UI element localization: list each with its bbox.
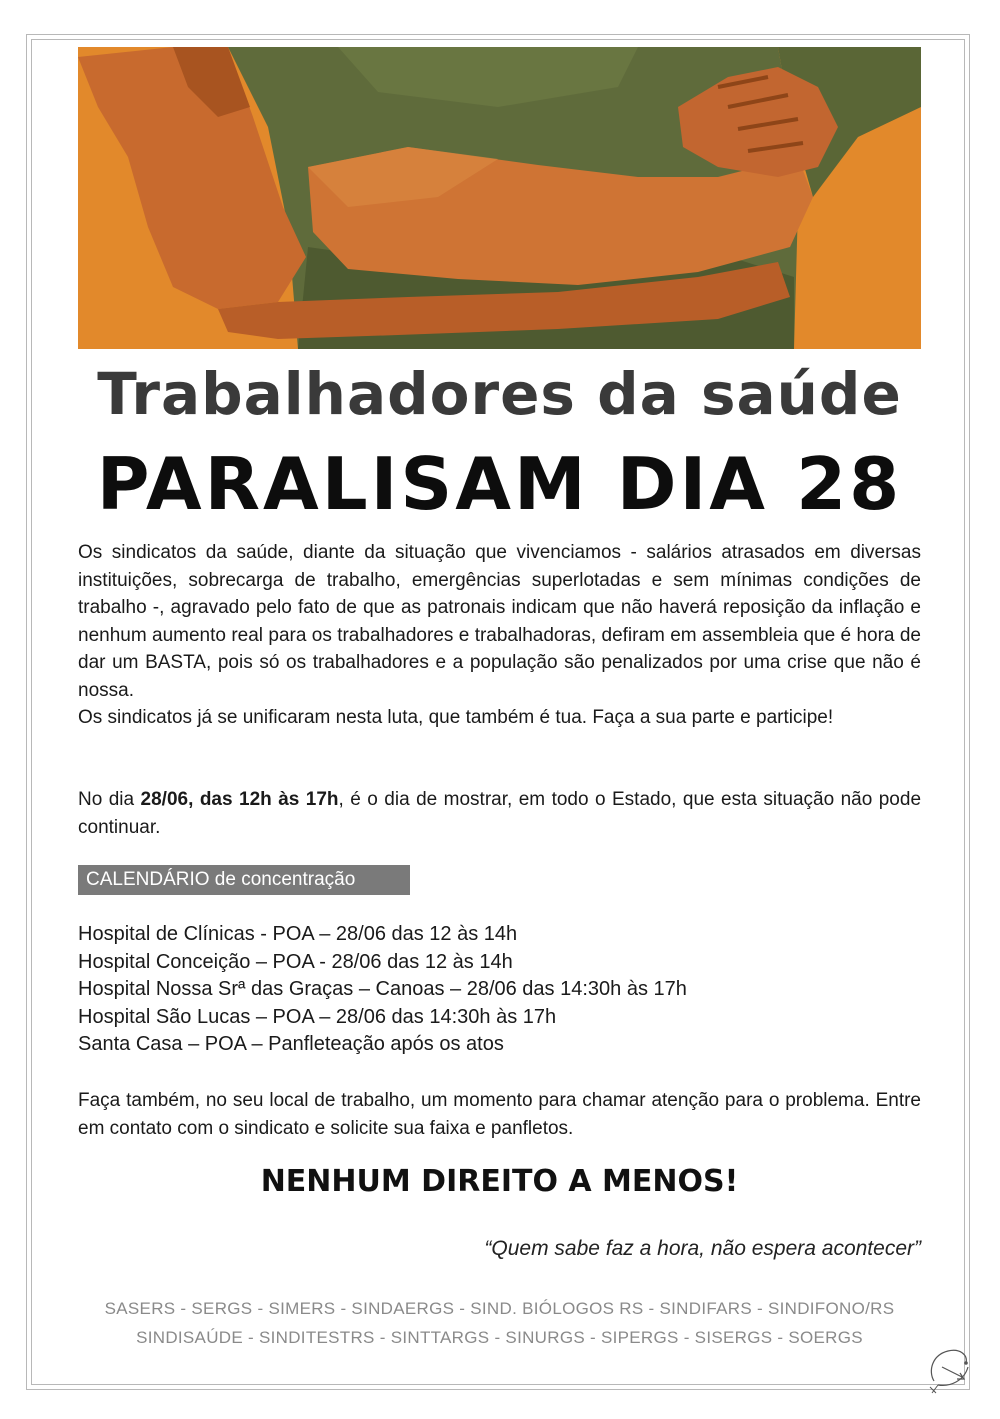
calendar-item: Hospital São Lucas – POA – 28/06 das 14:30h às 17h [78, 1005, 557, 1028]
corner-ornament-icon [920, 1337, 976, 1395]
strike-paragraph [78, 786, 921, 841]
intro-text [78, 539, 921, 732]
calendar-heading: CALENDÁRIO de concentração [78, 865, 410, 895]
strike-suffix: , é o dia de mostrar, em todo o Estado, que esta situação não pode continuar. [78, 789, 922, 838]
crossed-arms-photo [78, 47, 921, 349]
intro-paragraph-1: Os sindicatos da saúde, diante da situação que vivenciamos - salários atrasados em diversas instituições, sobrecarga de trabalho, emergências superlotadas e sem mínimas condições de trabalho -, agravado pelo fato de que as patronais indicam que não haverá reposição da inflação e nenhum aumento real para os trabalhadores e trabalhadoras, defiram em assembleia que é hora de dar um BASTA, pois só os trabalhadores e a população são penalizados por uma crise que não é nossa. [78, 542, 921, 701]
calendar-item: Hospital Conceição – POA - 28/06 das 12 às 14h [78, 950, 513, 973]
strike-comma: , [188, 789, 200, 810]
calendar-item: Hospital de Clínicas - POA – 28/06 das 12 às 14h [78, 923, 518, 945]
slogan-heading: NENHUM DIREITO A MENOS! [260, 1164, 739, 1199]
intro-paragraph-2: Os sindicatos já se unificaram nesta luta, que também é tua. Faça a sua parte e participe! [78, 707, 834, 728]
strike-prefix: No dia [78, 789, 141, 810]
unions-list-line-2: SINDISAÚDE - SINDITESTRS - SINTTARGS - SINURGS - SIPERGS - SISERGS - SOERGS [136, 1328, 863, 1347]
call-to-action-paragraph: Faça também, no seu local de trabalho, um momento para chamar atenção para o problema. Entre em contato com o sindicato e solicite sua faixa e panfletos. [78, 1090, 921, 1139]
headline-title: Trabalhadores da saúde [97, 360, 902, 428]
calendar-item: Santa Casa – POA – Panfleteação após os atos [78, 1033, 504, 1055]
calendar-list [78, 921, 921, 1059]
strike-date: 28/06 [140, 789, 189, 810]
strike-hours: das 12h às 17h [199, 789, 339, 810]
headline-subtitle: PARALISAM DIA 28 [96, 442, 903, 526]
unions-list-line-1: SASERS - SERGS - SIMERS - SINDAERGS - SIND. BIÓLOGOS RS - SINDIFARS - SINDIFONO/RS [104, 1299, 895, 1318]
calendar-item: Hospital Nossa Srª das Graças – Canoas – 28/06 das 14:30h às 17h [78, 978, 687, 1000]
closing-quote: “Quem sabe faz a hora, não espera acontecer” [484, 1237, 921, 1260]
